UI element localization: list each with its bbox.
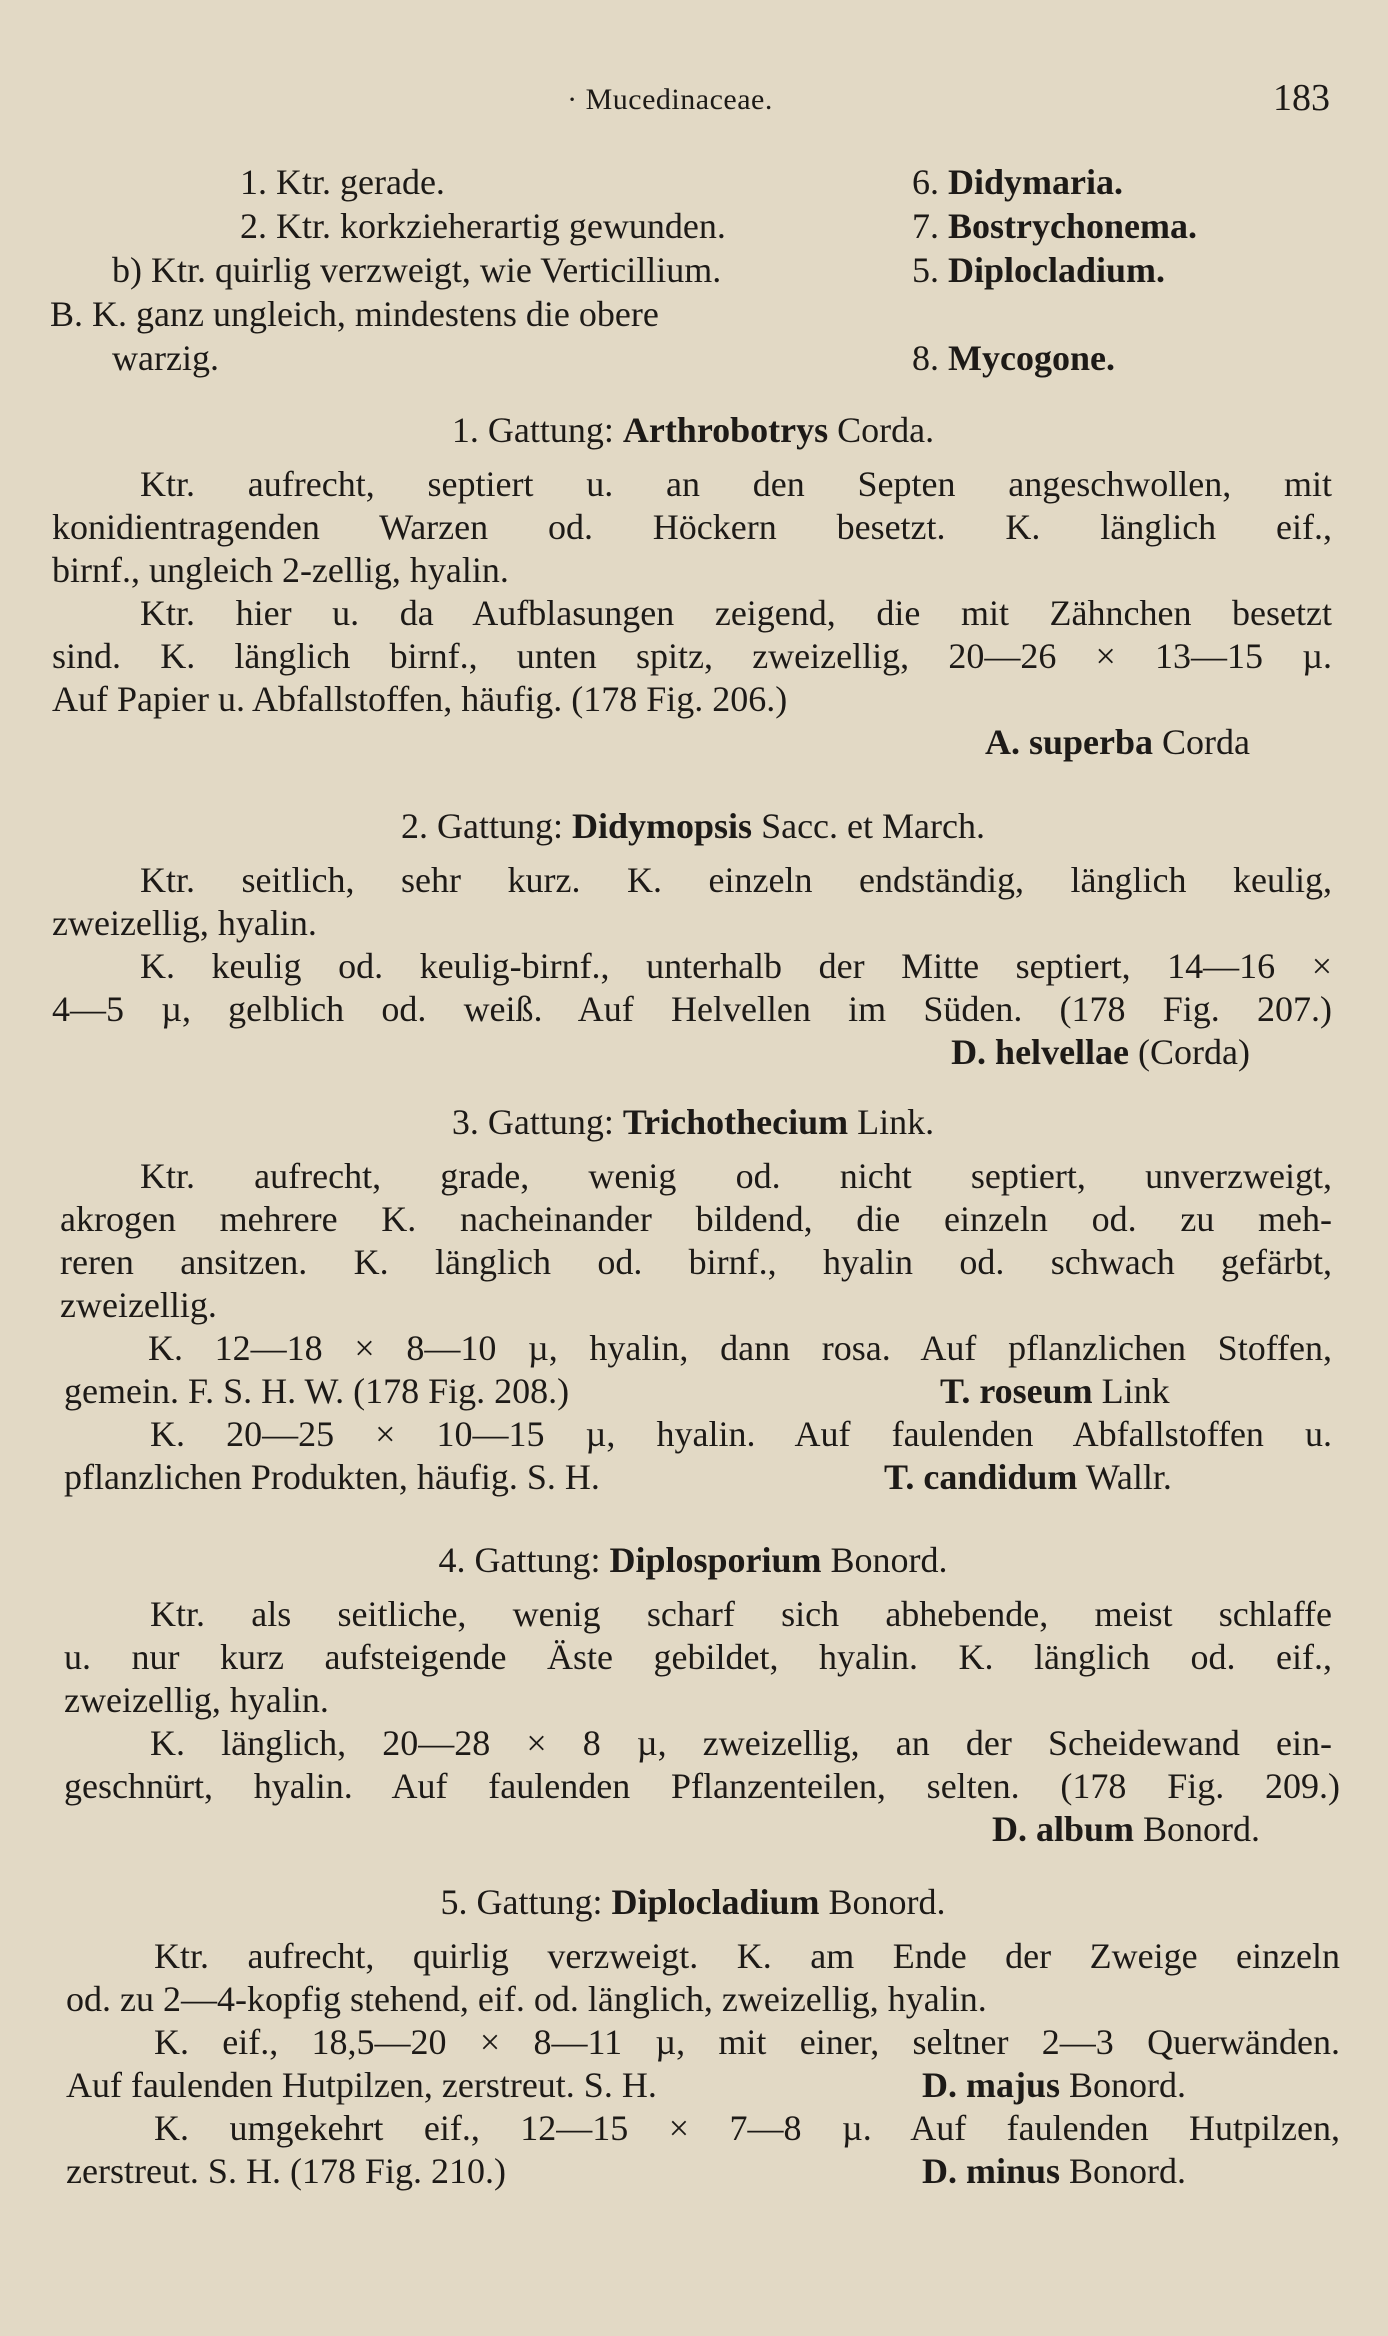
text-line: pflanzlichen Produkten, häufig. S. H. <box>64 1457 600 1497</box>
genus-heading-2: 2. Gattung: Didymopsis Sacc. et March. <box>401 806 985 846</box>
species-name: D. majus Bonord. <box>922 2065 1187 2105</box>
key-target-2: 7. Bostrychonema. <box>912 206 1197 246</box>
text-line: birnf., ungleich 2-zellig, hyalin. <box>52 550 509 590</box>
genus-heading-3: 3. Gattung: Trichothecium Link. <box>451 1102 935 1142</box>
text-line: K. eif., 18,5—20 × 8—11 µ, mit einer, seltner 2—3 Querwänden. <box>154 2022 1340 2062</box>
genus-heading-1: 1. Gattung: Arthrobotrys Corda. <box>451 410 935 450</box>
text-line: zerstreut. S. H. (178 Fig. 210.) <box>66 2151 506 2191</box>
key-target-3: 5. Diplocladium. <box>912 250 1166 290</box>
text-line: konidientragenden Warzen od. Höckern besetzt. K. länglich eif., <box>52 507 1332 547</box>
text-line: Ktr. aufrecht, grade, wenig od. nicht septiert, unverzweigt, <box>140 1156 1332 1196</box>
text-line: Auf Papier u. Abfallstoffen, häufig. (178 Fig. 206.) <box>52 679 788 719</box>
species-name: T. roseum Link <box>940 1371 1170 1411</box>
key-line-2: 2. Ktr. korkzieherartig gewunden. <box>240 206 726 246</box>
species-name: T. candidum Wallr. <box>884 1457 1172 1497</box>
text-line: 4—5 µ, gelblich od. weiß. Auf Helvellen im Süden. (178 Fig. 207.) <box>52 989 1332 1029</box>
key-target-5: 8. Mycogone. <box>912 338 1115 378</box>
text-line: zweizellig, hyalin. <box>52 903 317 943</box>
text-line: gemein. F. S. H. W. (178 Fig. 208.) <box>64 1371 570 1411</box>
genus-heading-4: 4. Gattung: Diplosporium Bonord. <box>438 1540 948 1580</box>
page-number: 183 <box>1273 77 1330 119</box>
text-line: K. 20—25 × 10—15 µ, hyalin. Auf faulenden Abfallstoffen u. <box>150 1414 1332 1454</box>
text-line: K. keulig od. keulig-birnf., unterhalb der Mitte septiert, 14—16 × <box>140 946 1332 986</box>
species-name: D. minus Bonord. <box>922 2151 1187 2191</box>
text-line: od. zu 2—4-kopfig stehend, eif. od. länglich, zweizellig, hyalin. <box>66 1979 987 2019</box>
genus-heading-5: 5. Gattung: Diplocladium Bonord. <box>440 1882 946 1922</box>
key-line-5: warzig. <box>112 338 219 378</box>
text-line: Ktr. hier u. da Aufblasungen zeigend, die mit Zähnchen besetzt <box>140 593 1332 633</box>
running-title: · Mucedinaceae. <box>567 83 773 116</box>
text-line: zweizellig. <box>60 1285 217 1325</box>
text-line: Ktr. seitlich, sehr kurz. K. einzeln endständig, länglich keulig, <box>140 860 1332 900</box>
text-line: Auf faulenden Hutpilzen, zerstreut. S. H. <box>66 2065 657 2105</box>
text-line: Ktr. aufrecht, septiert u. an den Septen angeschwollen, mit <box>140 464 1332 504</box>
species-name: A. superba Corda <box>984 722 1250 762</box>
key-target-1: 6. Didymaria. <box>912 162 1123 202</box>
key-line-1: 1. Ktr. gerade. <box>240 162 445 202</box>
text-line: K. umgekehrt eif., 12—15 × 7—8 µ. Auf faulenden Hutpilzen, <box>154 2108 1340 2148</box>
text-line: zweizellig, hyalin. <box>64 1680 329 1720</box>
text-line: sind. K. länglich birnf., unten spitz, zweizellig, 20—26 × 13—15 µ. <box>52 636 1332 676</box>
species-name: D. album Bonord. <box>991 1809 1260 1849</box>
text-line: Ktr. aufrecht, quirlig verzweigt. K. am Ende der Zweige einzeln <box>154 1936 1340 1976</box>
text-line: K. 12—18 × 8—10 µ, hyalin, dann rosa. Auf pflanzlichen Stoffen, <box>148 1328 1332 1368</box>
text-line: reren ansitzen. K. länglich od. birnf., hyalin od. schwach gefärbt, <box>60 1242 1332 1282</box>
species-name: D. helvellae (Corda) <box>951 1032 1250 1072</box>
key-line-4: B. K. ganz ungleich, mindestens die obere <box>50 294 659 334</box>
text-line: Ktr. als seitliche, wenig scharf sich abhebende, meist schlaffe <box>150 1594 1332 1634</box>
text-line: akrogen mehrere K. nacheinander bildend, die einzeln od. zu meh- <box>60 1199 1332 1239</box>
key-line-3: b) Ktr. quirlig verzweigt, wie Verticillium. <box>112 250 722 290</box>
text-line: u. nur kurz aufsteigende Äste gebildet, hyalin. K. länglich od. eif., <box>64 1637 1332 1677</box>
text-line: K. länglich, 20—28 × 8 µ, zweizellig, an der Scheidewand ein- <box>150 1723 1332 1763</box>
text-line: geschnürt, hyalin. Auf faulenden Pflanzenteilen, selten. (178 Fig. 209.) <box>64 1766 1340 1806</box>
